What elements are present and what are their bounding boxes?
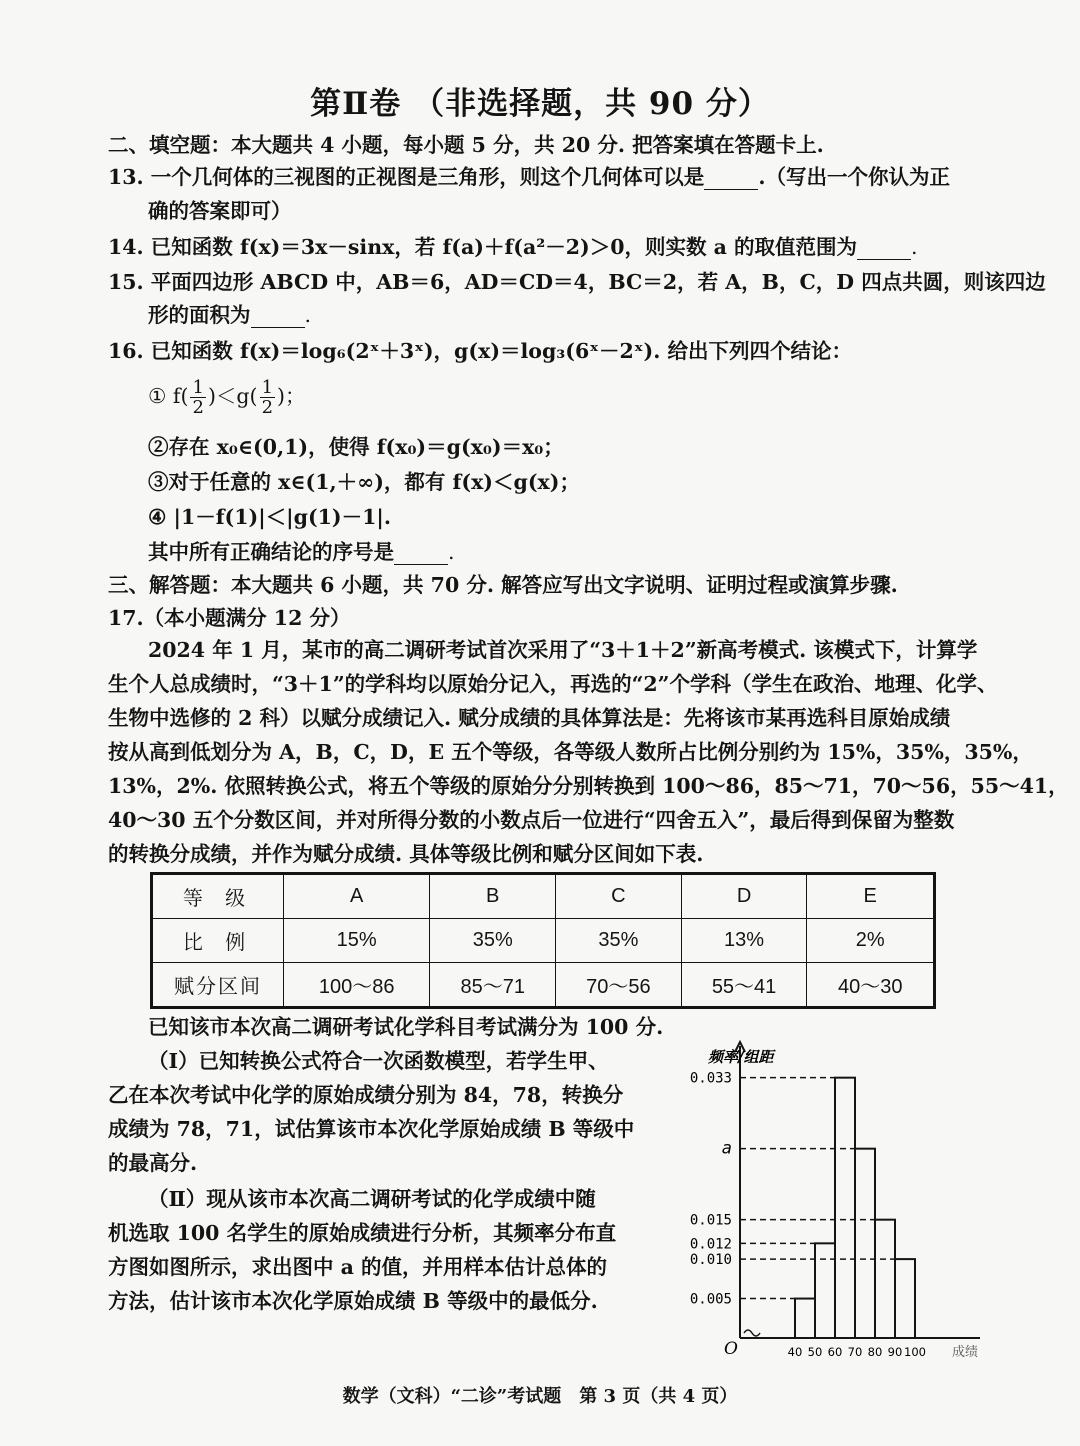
answer-blank [394,542,448,565]
q17-given: 已知该市本次高二调研考试化学科目考试满分为 100 分. [148,1015,664,1039]
question-13 [108,160,988,194]
q15-continued [108,298,1028,332]
q17-part-2: 方法，估计该市本次化学原始成绩 B 等级中的最低分. [108,1289,598,1313]
q16-conclusion-2: ②存在 x₀∈(0,1)，使得 f(x₀)＝g(x₀)＝x₀； [148,435,564,459]
q17-paragraph-line: 2024 年 1 月，某市的高二调研考试首次采用了“3＋1＋2”新高考模式. 该模式下，计算学 [148,638,978,662]
frequency-histogram [640,1040,1000,1360]
c1-part-c: )； [277,384,306,408]
axis-break-mark [744,1330,760,1336]
x-tick-label: 90 [887,1345,903,1359]
fill-in-heading: 二、填空题：本大题共 4 小题，每小题 5 分，共 20 分. 把答案填在答题卡上. [108,133,824,157]
origin-label: O [724,1339,738,1359]
q17-part-2: （Ⅱ）现从该市本次高二调研考试的化学成绩中随 [148,1187,596,1211]
table-cell: 13% [681,919,807,963]
x-tick-label: 80 [867,1345,883,1359]
frac-num: 1 [261,377,274,398]
grade-table [150,872,936,1009]
x-tick-label: 60 [827,1345,843,1359]
q15-text: 形的面积为 [148,303,251,327]
q17-part-2: 机选取 100 名学生的原始成绩进行分析，其频率分布直 [108,1221,617,1245]
q17-part-1: （Ⅰ）已知转换公式符合一次函数模型，若学生甲、 [148,1049,609,1073]
table-header-cell: 赋分区间 [152,963,284,1008]
frac-den: 2 [192,397,204,418]
q17-part-2: 方图如图所示，求出图中 a 的值，并用样本估计总体的 [108,1255,608,1279]
y-tick-label: 0.033 [689,1070,732,1087]
x-axis-label: 成绩 [952,1345,979,1360]
frac-num: 1 [192,377,204,398]
table-cell: E [807,874,935,919]
table-cell: 15% [284,919,430,963]
q16-conclusion-1 [108,376,1028,417]
histogram-bar [815,1243,835,1338]
frac-den: 2 [261,397,274,418]
y-tick-label: a [721,1138,732,1159]
question-17: 17.（本小题满分 12 分） [108,606,351,630]
q13-note: .（写出一个你认为正 [758,165,950,189]
histogram-bar [895,1259,915,1338]
q13-text: 13. 一个几何体的三视图的正视图是三角形，则这个几何体可以是 [108,165,705,189]
q17-paragraph-line: 按从高到低划分为 A，B，C，D，E 五个等级，各等级人数所占比例分别约为 15%，35%，35%， [108,740,1033,764]
table-header-cell: 比 例 [152,919,284,963]
table-cell: 2% [807,919,935,963]
q14-text: 14. 已知函数 f(x)＝3x－sinx，若 f(a)＋f(a²－2)＞0，则实数 a 的取值范围为 [108,235,858,259]
section-title: 第Ⅱ卷 （非选择题，共 90 分） [310,86,770,122]
y-tick-label: 0.005 [689,1291,732,1308]
table-cell: A [284,874,430,919]
table-cell: C [556,874,682,919]
y-tick-label: 0.012 [689,1236,732,1253]
table-cell: 35% [430,919,556,963]
table-row [152,874,935,919]
c1-part-b: )＜g( [207,384,258,408]
y-axis-label: 频率/组距 [708,1048,774,1066]
solution-heading: 三、解答题：本大题共 6 小题，共 70 分. 解答应写出文字说明、证明过程或演算步骤. [108,573,898,597]
fraction-half [190,378,205,417]
histogram-bar [875,1220,895,1338]
q16-ask-text: 其中所有正确结论的序号是 [148,540,394,564]
answer-blank [251,305,305,328]
fraction-half [260,378,275,417]
answer-blank [704,167,758,190]
q16-conclusion-3: ③对于任意的 x∈(1,＋∞)，都有 f(x)＜g(x)； [148,470,580,494]
q17-part-1: 乙在本次考试中化学的原始成绩分别为 84，78，转换分 [108,1083,624,1107]
question-15: 15. 平面四边形 ABCD 中，AB＝6，AD＝CD＝4，BC＝2，若 A，B，C，D 四点共圆，则该四边 [108,270,1046,294]
histogram-bar [855,1149,875,1338]
table-header-cell: 等 级 [152,874,284,919]
q17-paragraph-line: 生物中选修的 2 科）以赋分成绩记入. 赋分成绩的具体算法是：先将该市某再选科目原始成绩 [108,706,951,730]
q15-end: . [304,303,312,327]
c1-part-a: ① f( [148,384,189,408]
table-cell: 40～30 [807,963,935,1008]
question-16: 16. 已知函数 f(x)＝log₆(2ˣ＋3ˣ)，g(x)＝log₃(6ˣ－2ˣ). 给出下列四个结论： [108,339,852,363]
q17-paragraph-line: 生个人总成绩时，“3＋1”的学科均以原始分记入，再选的“2”个学科（学生在政治、地理、化学、 [108,672,998,696]
x-tick-label: 100 [904,1345,926,1359]
q14-end: . [911,235,918,259]
q17-paragraph-line: 40～30 五个分数区间，并对所得分数的小数点后一位进行“四舍五入”，最后得到保留为整数 [108,808,955,832]
table-cell: B [430,874,556,919]
table-cell: 100～86 [284,963,430,1008]
table-cell: D [681,874,807,919]
q16-ask-end: . [448,540,455,564]
q17-part-1: 的最高分. [108,1151,198,1175]
table-cell: 70～56 [556,963,682,1008]
histogram-bar [795,1299,815,1338]
q17-paragraph-line: 的转换分成绩，并作为赋分成绩. 具体等级比例和赋分区间如下表. [108,842,704,866]
question-14 [108,230,988,264]
x-tick-label: 40 [787,1345,803,1359]
q16-ask [108,535,1028,569]
x-tick-label: 50 [807,1345,823,1359]
table-cell: 35% [556,919,682,963]
table-row [152,963,935,1008]
q17-paragraph-line: 13%，2%. 依照转换公式，将五个等级的原始分分别转换到 100～86，85～71，70～56，55～41， [108,774,1069,798]
table-cell: 85～71 [430,963,556,1008]
q13-continued: 确的答案即可） [148,199,292,223]
q17-part-1: 成绩为 78，71，试估算该市本次化学原始成绩 B 等级中 [108,1117,635,1141]
histogram-bar [835,1078,855,1338]
page-footer: 数学（文科）“二诊”考试题 第 3 页（共 4 页） [342,1386,738,1407]
x-tick-label: 70 [847,1345,863,1359]
y-tick-label: 0.010 [689,1252,732,1269]
table-cell: 55～41 [681,963,807,1008]
answer-blank [857,237,911,260]
y-tick-label: 0.015 [689,1212,732,1229]
q16-conclusion-4: ④ |1－f(1)|＜|g(1)－1|. [148,505,391,529]
table-row [152,919,935,963]
